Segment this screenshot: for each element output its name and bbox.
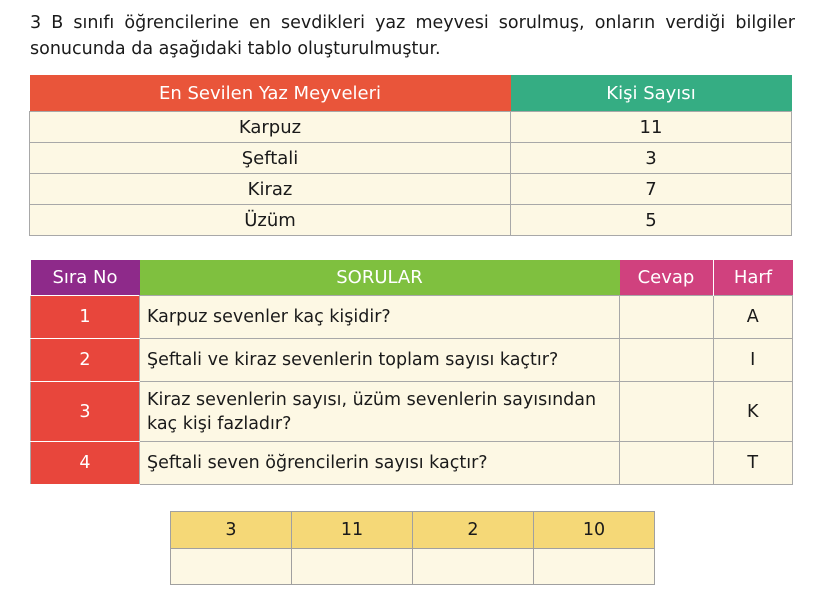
- question-number: 4: [31, 442, 140, 485]
- fruit-table: [29, 75, 792, 236]
- code-number: 2: [413, 512, 534, 549]
- answer-cell[interactable]: [620, 296, 714, 339]
- letter-cell: K: [713, 382, 793, 442]
- header-sorular: SORULAR: [140, 260, 620, 296]
- code-table: [170, 511, 655, 585]
- table-row: [30, 174, 792, 205]
- code-letter-cell[interactable]: [534, 549, 655, 585]
- fruit-count: 7: [511, 174, 792, 205]
- answer-cell[interactable]: [620, 339, 714, 382]
- letter-cell: I: [713, 339, 793, 382]
- code-letter-cell[interactable]: [413, 549, 534, 585]
- table-row: [31, 339, 793, 382]
- header-fruits: En Sevilen Yaz Meyveleri: [30, 75, 511, 112]
- fruit-count: 11: [511, 112, 792, 143]
- table-row: [31, 442, 793, 485]
- table-row: [31, 296, 793, 339]
- header-cevap: Cevap: [620, 260, 714, 296]
- table-row: [30, 143, 792, 174]
- questions-table-header: [31, 260, 793, 296]
- question-line: Karpuz sevenler kaç kişidir?: [147, 307, 391, 327]
- answer-cell[interactable]: [620, 442, 714, 485]
- questions-table: [30, 260, 793, 485]
- code-number-row: [171, 512, 655, 549]
- fruit-name: Şeftali: [30, 143, 511, 174]
- intro-text: 3 B sınıfı öğrencilerine en sevdikleri yaz meyvesi sorulmuş, onların verdiği bilgiler sonucunda da aşağıdaki tablo oluşturulmuştur.: [30, 13, 795, 59]
- letter-cell: A: [713, 296, 793, 339]
- question-line: Şeftali seven öğrencilerin sayısı kaçtır?: [147, 453, 488, 473]
- table-row: [31, 382, 793, 442]
- code-letter-cell[interactable]: [292, 549, 413, 585]
- code-number: 10: [534, 512, 655, 549]
- question-line: kaç kişi fazladır?: [147, 413, 292, 434]
- question-text: [140, 382, 620, 442]
- fruit-table-header: [30, 75, 792, 112]
- code-number: 11: [292, 512, 413, 549]
- table-row: [30, 112, 792, 143]
- question-number: 2: [31, 339, 140, 382]
- question-number: 1: [31, 296, 140, 339]
- fruit-count: 5: [511, 205, 792, 236]
- question-text: [140, 339, 620, 382]
- table-row: [30, 205, 792, 236]
- question-text: [140, 296, 620, 339]
- fruit-name: Kiraz: [30, 174, 511, 205]
- code-letter-row: [171, 549, 655, 585]
- fruit-name: Üzüm: [30, 205, 511, 236]
- answer-cell[interactable]: [620, 382, 714, 442]
- question-line: Kiraz sevenlerin sayısı, üzüm sevenlerin sayısından: [147, 389, 597, 410]
- header-sira-no: Sıra No: [31, 260, 140, 296]
- code-number: 3: [171, 512, 292, 549]
- question-line: Şeftali ve kiraz sevenlerin toplam sayısı kaçtır?: [147, 350, 559, 370]
- letter-cell: T: [713, 442, 793, 485]
- header-harf: Harf: [713, 260, 793, 296]
- code-letter-cell[interactable]: [171, 549, 292, 585]
- fruit-count: 3: [511, 143, 792, 174]
- question-text: [140, 442, 620, 485]
- header-count: Kişi Sayısı: [511, 75, 792, 112]
- question-number: 3: [31, 382, 140, 442]
- fruit-name: Karpuz: [30, 112, 511, 143]
